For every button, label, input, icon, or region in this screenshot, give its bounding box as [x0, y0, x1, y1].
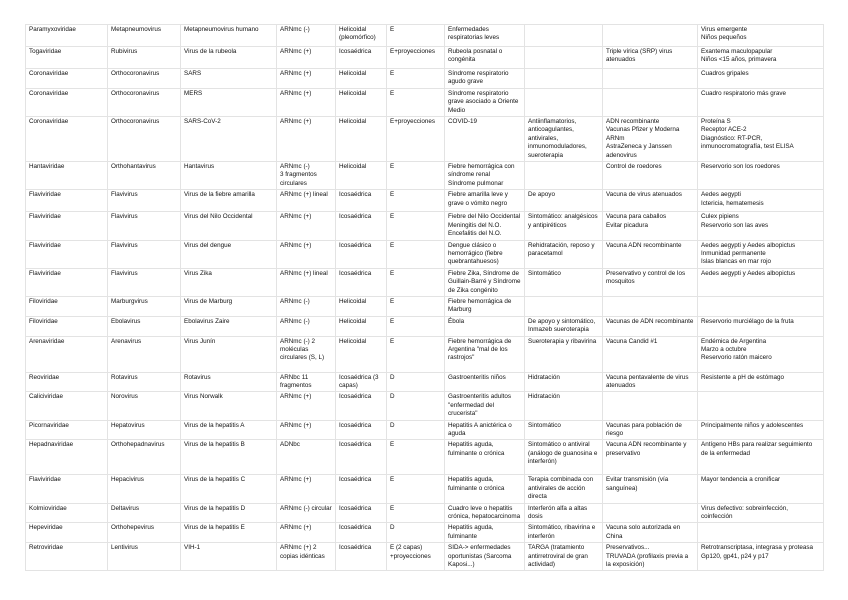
cell-genus: Deltavirus: [108, 503, 181, 523]
cell-disease: COVID-19: [445, 117, 525, 162]
cell-notes: Exantema maculopapular Niños <15 años, primavera: [698, 47, 824, 69]
cell-prevention: [603, 25, 698, 47]
cell-genus: Lentivirus: [108, 543, 181, 571]
cell-disease: Enfermedades respiratorias leves: [445, 25, 525, 47]
cell-notes: Cuadro respiratorio más grave: [698, 88, 824, 116]
cell-prevention: [603, 503, 698, 523]
cell-family: Reoviridae: [26, 372, 108, 392]
table-row: [26, 392, 824, 420]
cell-notes: Principalmente niños y adolescentes: [698, 420, 824, 440]
cell-family: Flaviviridae: [26, 212, 108, 240]
cell-envelope: E: [387, 240, 445, 268]
cell-genus: Rubivirus: [108, 47, 181, 69]
cell-genus: Flavivirus: [108, 240, 181, 268]
cell-virus: Virus del Nilo Occidental: [181, 212, 277, 240]
cell-notes: Aedes aegypti y Aedes albopictus: [698, 268, 824, 296]
table-row: [26, 212, 824, 240]
table-row: [26, 47, 824, 69]
cell-prevention: Vacuna Candid #1: [603, 336, 698, 372]
cell-envelope: E+proyecciones: [387, 117, 445, 162]
cell-virus: Virus de Marburg: [181, 296, 277, 316]
cell-virus: Virus de la fiebre amarilla: [181, 190, 277, 212]
cell-genus: Flavivirus: [108, 268, 181, 296]
cell-genome: ARNmc (+) lineal: [277, 190, 336, 212]
cell-capsid: Helicoidal: [336, 162, 387, 190]
cell-disease: Fiebre hemorrágica de Argentina "mal de los rastrojos": [445, 336, 525, 372]
cell-envelope: E: [387, 475, 445, 503]
cell-envelope: E: [387, 25, 445, 47]
cell-disease: Fiebre Zika, Síndrome de Guillain-Barré y Síndrome de Zika congénito: [445, 268, 525, 296]
table-row: [26, 523, 824, 543]
cell-capsid: Helicoidal: [336, 88, 387, 116]
cell-envelope: E+proyecciones: [387, 47, 445, 69]
cell-genus: Arenavirus: [108, 336, 181, 372]
cell-notes: Virus emergente Niños pequeños: [698, 25, 824, 47]
cell-envelope: D: [387, 392, 445, 420]
cell-family: Coronaviridae: [26, 69, 108, 89]
cell-family: Togaviridae: [26, 47, 108, 69]
table-row: [26, 117, 824, 162]
cell-family: Retroviridae: [26, 543, 108, 571]
table-row: [26, 25, 824, 47]
virus-table: [25, 24, 824, 571]
cell-virus: Rotavirus: [181, 372, 277, 392]
table-row: [26, 475, 824, 503]
cell-virus: SARS: [181, 69, 277, 89]
cell-family: Coronaviridae: [26, 117, 108, 162]
cell-envelope: E: [387, 69, 445, 89]
cell-genome: ARNmc (-): [277, 296, 336, 316]
cell-genome: ARNmc (-): [277, 316, 336, 336]
cell-capsid: Helicoidal: [336, 117, 387, 162]
cell-capsid: Helicoidal: [336, 336, 387, 372]
cell-family: Hepadnaviridae: [26, 440, 108, 475]
cell-genus: Orthocoronavirus: [108, 117, 181, 162]
cell-capsid: Helicoidal (pleomórfico): [336, 25, 387, 47]
cell-treatment: [525, 47, 603, 69]
table-row: [26, 543, 824, 571]
cell-capsid: Icosaédrica: [336, 212, 387, 240]
cell-notes: Aedes aegypti Ictericia, hematemesis: [698, 190, 824, 212]
cell-treatment: Sintomático: [525, 268, 603, 296]
cell-disease: Gastroenteritis adultos "enfermedad del crucerista": [445, 392, 525, 420]
cell-treatment: Hidratación: [525, 372, 603, 392]
cell-genome: ARNmc (-) 3 fragmentos circulares: [277, 162, 336, 190]
cell-envelope: E: [387, 162, 445, 190]
cell-envelope: D: [387, 420, 445, 440]
cell-disease: SIDA-> enfermedades oportunistas (Sarcoma Kaposi...): [445, 543, 525, 571]
cell-capsid: Icosaédrica: [336, 420, 387, 440]
cell-genus: Flavivirus: [108, 190, 181, 212]
cell-family: Filoviridae: [26, 296, 108, 316]
cell-genus: Hepatovirus: [108, 420, 181, 440]
cell-genome: ARNmc (+): [277, 47, 336, 69]
cell-prevention: Preservativos... TRUVADA (profilaxis previa a la exposición): [603, 543, 698, 571]
cell-envelope: E: [387, 296, 445, 316]
cell-notes: Endémica de Argentina Marzo a octubre Reservorio ratón maicero: [698, 336, 824, 372]
cell-capsid: Helicoidal: [336, 316, 387, 336]
cell-treatment: Antiinflamatorios, anticoagulantes, antivirales, inmunomoduladores, sueroterapia: [525, 117, 603, 162]
cell-genome: ARNmc (+) lineal: [277, 268, 336, 296]
cell-capsid: Icosaédrica: [336, 392, 387, 420]
cell-genome: ARNmc (-) 2 moléculas circulares (S, L): [277, 336, 336, 372]
cell-virus: MERS: [181, 88, 277, 116]
cell-genome: ARNmc (+): [277, 523, 336, 543]
cell-virus: Virus de la rubeola: [181, 47, 277, 69]
cell-notes: Reservorio murciélago de la fruta: [698, 316, 824, 336]
cell-treatment: De apoyo: [525, 190, 603, 212]
cell-envelope: E: [387, 212, 445, 240]
cell-treatment: [525, 296, 603, 316]
cell-disease: Hepatitis aguda, fulminante o crónica: [445, 440, 525, 475]
cell-virus: Metapneumovirus humano: [181, 25, 277, 47]
cell-treatment: [525, 162, 603, 190]
table-row: [26, 240, 824, 268]
cell-treatment: [525, 69, 603, 89]
cell-prevention: Vacuna solo autorizada en China: [603, 523, 698, 543]
cell-family: Flaviviridae: [26, 475, 108, 503]
cell-capsid: Icosaédrica: [336, 523, 387, 543]
cell-prevention: ADN recombinante Vacunas Pfizer y Moderna ARNm AstraZeneca y Janssen adenovirus: [603, 117, 698, 162]
cell-prevention: [603, 296, 698, 316]
cell-notes: Aedes aegypti y Aedes albopictus Inmunidad permanente Islas blancas en mar rojo: [698, 240, 824, 268]
cell-genome: ADNbc: [277, 440, 336, 475]
cell-genus: Marburgvirus: [108, 296, 181, 316]
cell-disease: Fiebre amarilla leve y grave o vómito negro: [445, 190, 525, 212]
cell-capsid: Icosaédrica: [336, 47, 387, 69]
cell-family: Flaviviridae: [26, 268, 108, 296]
cell-virus: VIH-1: [181, 543, 277, 571]
cell-prevention: [603, 392, 698, 420]
cell-notes: Retrotranscriptasa, integrasa y proteasa Gp120, gp41, p24 y p17: [698, 543, 824, 571]
cell-prevention: Vacuna pentavalente de virus atenuados: [603, 372, 698, 392]
cell-genus: Hepacivirus: [108, 475, 181, 503]
cell-family: Hantaviridae: [26, 162, 108, 190]
cell-virus: Virus del dengue: [181, 240, 277, 268]
cell-genus: Orthohepevirus: [108, 523, 181, 543]
cell-notes: Reservorio son los roedores: [698, 162, 824, 190]
cell-genus: Metapneumovirus: [108, 25, 181, 47]
cell-capsid: Icosaédrica: [336, 475, 387, 503]
cell-family: Paramyxoviridae: [26, 25, 108, 47]
cell-family: Coronaviridae: [26, 88, 108, 116]
cell-envelope: D: [387, 523, 445, 543]
cell-virus: SARS-CoV-2: [181, 117, 277, 162]
cell-treatment: [525, 25, 603, 47]
table-row: [26, 69, 824, 89]
cell-genome: ARNmc (+): [277, 420, 336, 440]
cell-genus: Flavivirus: [108, 212, 181, 240]
cell-treatment: Sueroterapia y ribavirina: [525, 336, 603, 372]
cell-prevention: Vacuna ADN recombinante: [603, 240, 698, 268]
cell-prevention: [603, 69, 698, 89]
cell-disease: Dengue clásico o hemorrágico (fiebre quebrantahuesos): [445, 240, 525, 268]
cell-disease: Síndrome respiratorio grave asociado a Oriente Medio: [445, 88, 525, 116]
cell-notes: [698, 523, 824, 543]
cell-treatment: Sintomático, ribavirina e interferón: [525, 523, 603, 543]
cell-capsid: Icosaédrica: [336, 543, 387, 571]
cell-virus: Virus Zika: [181, 268, 277, 296]
cell-family: Caliciviridae: [26, 392, 108, 420]
cell-family: Filoviridae: [26, 316, 108, 336]
cell-family: Arenaviridae: [26, 336, 108, 372]
cell-disease: Gastroenteritis niños: [445, 372, 525, 392]
cell-genome: ARNmc (-) circular: [277, 503, 336, 523]
cell-prevention: Vacuna de virus atenuados: [603, 190, 698, 212]
cell-treatment: Hidratación: [525, 392, 603, 420]
cell-genome: ARNmc (+): [277, 240, 336, 268]
cell-capsid: Icosaédrica: [336, 503, 387, 523]
cell-genome: ARNmc (+): [277, 475, 336, 503]
cell-virus: Virus de la hepatitis E: [181, 523, 277, 543]
cell-envelope: E: [387, 190, 445, 212]
table-row: [26, 372, 824, 392]
cell-family: Picornaviridae: [26, 420, 108, 440]
cell-disease: Hepatitis aguda, fulminante o crónica: [445, 475, 525, 503]
cell-virus: Virus de la hepatitis D: [181, 503, 277, 523]
cell-family: Flaviviridae: [26, 240, 108, 268]
cell-genus: Orthocoronavirus: [108, 69, 181, 89]
cell-virus: Virus de la hepatitis A: [181, 420, 277, 440]
table-row: [26, 440, 824, 475]
cell-notes: Antígeno HBs para realizar seguimiento de la enfermedad: [698, 440, 824, 475]
cell-disease: Fiebre hemorrágica con síndrome renal Síndrome pulmonar: [445, 162, 525, 190]
cell-family: Hepeviridae: [26, 523, 108, 543]
cell-genus: Orthocoronavirus: [108, 88, 181, 116]
cell-capsid: Icosaédrica (3 capas): [336, 372, 387, 392]
table-row: [26, 336, 824, 372]
cell-capsid: Icosaédrica: [336, 190, 387, 212]
cell-family: Flaviviridae: [26, 190, 108, 212]
cell-virus: Hantavirus: [181, 162, 277, 190]
cell-treatment: Sintomático: [525, 420, 603, 440]
cell-virus: Virus Norwalk: [181, 392, 277, 420]
cell-prevention: Vacunas de ADN recombinante: [603, 316, 698, 336]
cell-notes: Culex pipiens Reservorio son las aves: [698, 212, 824, 240]
cell-capsid: Helicoidal: [336, 296, 387, 316]
cell-genus: Orthohantavirus: [108, 162, 181, 190]
table-row: [26, 420, 824, 440]
cell-capsid: Icosaédrica: [336, 240, 387, 268]
cell-virus: Ebolavirus Zaire: [181, 316, 277, 336]
table-row: [26, 162, 824, 190]
cell-genus: Rotavirus: [108, 372, 181, 392]
cell-virus: Virus de la hepatitis B: [181, 440, 277, 475]
cell-treatment: De apoyo y sintomático, Inmazeb sueroterapia: [525, 316, 603, 336]
cell-disease: Cuadro leve o hepatitis crónica, hepatocarcinoma: [445, 503, 525, 523]
cell-virus: Virus Junín: [181, 336, 277, 372]
cell-family: Kolmioviridae: [26, 503, 108, 523]
cell-envelope: E (2 capas) +proyecciones: [387, 543, 445, 571]
table-row: [26, 296, 824, 316]
cell-prevention: Triple vírica (SRP) virus atenuados: [603, 47, 698, 69]
cell-treatment: Interferón alfa a altas dosis: [525, 503, 603, 523]
cell-genome: ARNmc (-): [277, 25, 336, 47]
cell-envelope: E: [387, 316, 445, 336]
cell-treatment: Rehidratación, reposo y paracetamol: [525, 240, 603, 268]
cell-capsid: Icosaédrica: [336, 440, 387, 475]
cell-envelope: E: [387, 336, 445, 372]
cell-treatment: [525, 88, 603, 116]
cell-notes: Proteína S Receptor ACE-2 Diagnóstico: RT-PCR, inmunocromatografía, test ELISA: [698, 117, 824, 162]
cell-notes: Virus defectivo: sobreinfección, coinfección: [698, 503, 824, 523]
table-row: [26, 503, 824, 523]
cell-capsid: Icosaédrica: [336, 268, 387, 296]
cell-disease: Fiebre hemorrágica de Marburg: [445, 296, 525, 316]
cell-treatment: Terapia combinada con antivirales de acción directa: [525, 475, 603, 503]
cell-disease: Rubeola posnatal o congénita: [445, 47, 525, 69]
cell-genome: ARNmc (+): [277, 88, 336, 116]
table-row: [26, 190, 824, 212]
cell-prevention: Control de roedores: [603, 162, 698, 190]
cell-genus: Norovirus: [108, 392, 181, 420]
cell-prevention: Evitar transmisión (vía sanguínea): [603, 475, 698, 503]
cell-virus: Virus de la hepatitis C: [181, 475, 277, 503]
cell-prevention: [603, 88, 698, 116]
cell-prevention: Vacuna ADN recombinante y preservativo: [603, 440, 698, 475]
cell-notes: [698, 392, 824, 420]
cell-disease: Hepatitis A anictérica o aguda: [445, 420, 525, 440]
cell-prevention: Vacunas para población de riesgo: [603, 420, 698, 440]
cell-envelope: D: [387, 372, 445, 392]
table-row: [26, 88, 824, 116]
cell-notes: [698, 296, 824, 316]
cell-envelope: E: [387, 88, 445, 116]
cell-envelope: E: [387, 268, 445, 296]
cell-prevention: Vacuna para caballos Evitar picadura: [603, 212, 698, 240]
cell-disease: Ébola: [445, 316, 525, 336]
cell-treatment: TARGA (tratamiento antirretroviral de gran actividad): [525, 543, 603, 571]
table-row: [26, 316, 824, 336]
cell-envelope: E: [387, 503, 445, 523]
cell-envelope: E: [387, 440, 445, 475]
cell-disease: Hepatitis aguda, fulminante: [445, 523, 525, 543]
cell-disease: Fiebre del Nilo Occidental Meningitis del N.O. Encefalitis del N.O.: [445, 212, 525, 240]
cell-notes: Resistente a pH de estómago: [698, 372, 824, 392]
cell-genome: ARNmc (+): [277, 212, 336, 240]
cell-disease: Síndrome respiratorio agudo grave: [445, 69, 525, 89]
cell-genome: ARNbc 11 fragmentos: [277, 372, 336, 392]
cell-treatment: Sintomático o antiviral (análogo de guanosina e interferón): [525, 440, 603, 475]
virus-table-sheet: [25, 24, 824, 571]
cell-genome: ARNmc (+): [277, 117, 336, 162]
cell-notes: Mayor tendencia a cronificar: [698, 475, 824, 503]
cell-genome: ARNmc (+): [277, 392, 336, 420]
cell-notes: Cuadros gripales: [698, 69, 824, 89]
cell-genus: Ebolavirus: [108, 316, 181, 336]
cell-genus: Orthohepadnavirus: [108, 440, 181, 475]
table-row: [26, 268, 824, 296]
cell-genome: ARNmc (+): [277, 69, 336, 89]
cell-treatment: Sintomático: analgésicos y antipiréticos: [525, 212, 603, 240]
cell-capsid: Helicoidal: [336, 69, 387, 89]
cell-prevention: Preservativo y control de los mosquitos: [603, 268, 698, 296]
cell-genome: ARNmc (+) 2 copias idénticas: [277, 543, 336, 571]
